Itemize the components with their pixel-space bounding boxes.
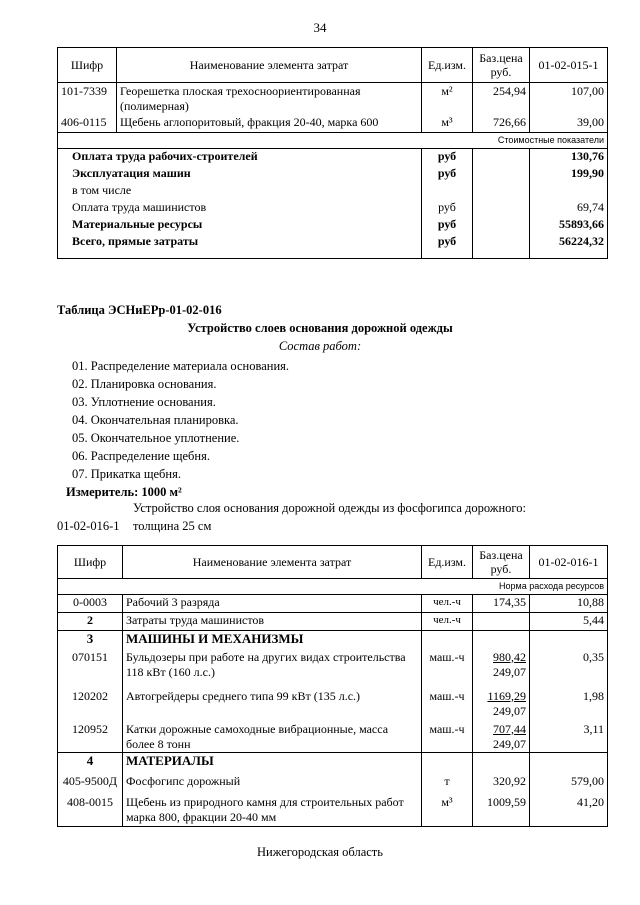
table-header-row [58,48,608,83]
summary-name: Всего, прямые затраты [58,234,422,259]
row-price-machinist: 249,07 [493,736,526,751]
summary-name: Эксплуатация машин [58,166,422,183]
row-price: 320,92 [473,771,530,793]
row-name: Бульдозеры при работе на других видах строительства 118 кВт (160 л.с.) [123,650,422,689]
row-unit: м³ [422,115,473,133]
code-line-code: 01-02-016-1 [57,519,120,533]
row-price: 980,42 [493,649,526,664]
row-unit: маш.-ч [422,650,473,689]
row-unit: чел.-ч [422,595,473,613]
summary-row [58,200,608,217]
table-row [58,613,608,631]
summary-unit: руб [422,217,473,234]
meter: Измеритель: 1000 м² [66,485,182,499]
row-code: 3 [58,631,123,650]
row-price-machinist: 249,07 [493,703,526,718]
row-unit: м³ [422,793,473,826]
row-unit: чел.-ч [422,613,473,631]
header-unit: Ед.изм. [422,546,473,579]
row-name: МАТЕРИАЛЫ [123,752,422,771]
row-code: 070151 [58,650,123,689]
summary-name: в том числе [58,183,422,200]
row-price-machinist: 249,07 [493,664,526,679]
works-title: Состав работ: [278,339,362,353]
row-code: 120952 [58,719,123,753]
row-code: 120202 [58,689,123,719]
summary-unit: руб [422,234,473,259]
row-name: Затраты труда машинистов [123,613,422,631]
summary-value: 56224,32 [530,234,608,259]
section-label: Стоимостные показатели [58,133,608,149]
row-unit: т [422,771,473,793]
header-code: Шифр [58,48,117,83]
row-norm: 5,44 [530,613,608,631]
header-price: Баз.цена руб. [473,546,530,579]
header-norm: 01-02-016-1 [530,546,608,579]
row-name: Георешетка плоская трехосноориентированная (полимерная) [117,83,422,115]
summary-name: Материальные ресурсы [58,217,422,234]
list-item: 03. Уплотнение основания. [72,395,216,409]
summary-value: 55893,66 [530,217,608,234]
row-code: 408-0015 [58,793,123,826]
table-row [58,793,608,826]
table-row [58,689,608,719]
row-code: 405-9500Д [58,771,123,793]
row-price: 254,94 [473,83,530,115]
header-code: Шифр [58,546,123,579]
list-item: 06. Распределение щебня. [72,449,210,463]
summary-value: 130,76 [530,149,608,166]
row-unit: м² [422,83,473,115]
row-code: 406-0115 [58,115,117,133]
table-row [58,595,608,613]
summary-row [58,166,608,183]
list-item: 05. Окончательное уплотнение. [72,431,240,445]
row-norm: 41,20 [530,793,608,826]
summary-value [530,183,608,200]
header-name: Наименование элемента затрат [117,48,422,83]
row-unit: маш.-ч [422,719,473,753]
row-name: Щебень аглопоритовый, фракция 20-40, марка 600 [117,115,422,133]
row-price [473,613,530,631]
summary-name: Оплата труда рабочих-строителей [58,149,422,166]
list-item: 07. Прикатка щебня. [72,467,181,481]
header-price: Баз.цена руб. [473,48,530,83]
section-label-row [58,579,608,595]
row-price: 1169,29 [487,688,526,703]
row-norm: 3,11 [530,719,608,753]
row-code: 0-0003 [58,595,123,613]
table-title: Таблица ЭСНиЕРр-01-02-016 [57,303,222,317]
row-name: Рабочий 3 разряда [123,595,422,613]
row-norm: 39,00 [530,115,608,133]
row-norm: 10,88 [530,595,608,613]
section-label-row [58,133,608,149]
summary-unit: руб [422,200,473,217]
summary-unit: руб [422,166,473,183]
table-row [58,771,608,793]
summary-value: 199,90 [530,166,608,183]
row-name: Щебень из природного камня для строительных работ марка 800, фракции 20-40 мм [123,793,422,826]
row-price-cell [473,650,530,689]
row-norm: 1,98 [530,689,608,719]
group-row [58,631,608,650]
row-norm: 107,00 [530,83,608,115]
row-price: 1009,59 [473,793,530,826]
table-row [58,115,608,133]
header-norm: 01-02-015-1 [530,48,608,83]
row-name: Автогрейдеры среднего типа 99 кВт (135 л.с.) [123,689,422,719]
row-name: Катки дорожные самоходные вибрационные, масса более 8 тонн [123,719,422,753]
summary-unit: руб [422,149,473,166]
table-header-row [58,546,608,579]
section-label: Норма расхода ресурсов [58,579,608,595]
row-code: 4 [58,752,123,771]
summary-row [58,149,608,166]
code-line-text: толщина 25 см [133,519,212,533]
row-unit: маш.-ч [422,689,473,719]
summary-unit [422,183,473,200]
summary-row [58,183,608,200]
row-code: 101-7339 [58,83,117,115]
summary-value: 69,74 [530,200,608,217]
summary-name: Оплата труда машинистов [58,200,422,217]
list-item: 02. Планировка основания. [72,377,217,391]
row-name: МАШИНЫ И МЕХАНИЗМЫ [123,631,422,650]
page-number: 34 [313,20,327,35]
summary-row [58,217,608,234]
row-price-cell [473,689,530,719]
row-price: 174,35 [473,595,530,613]
header-unit: Ед.изм. [422,48,473,83]
row-code: 2 [58,613,123,631]
row-name: Фосфогипс дорожный [123,771,422,793]
group-row [58,752,608,771]
row-price: 726,66 [473,115,530,133]
section-heading: Устройство слоев основания дорожной одежды [187,321,453,335]
row-norm: 0,35 [530,650,608,689]
resource-table-01-02-016 [57,545,608,827]
cost-table-01-02-015 [57,47,608,259]
table-row [58,719,608,753]
footer-region: Нижегородская область [257,845,383,859]
list-item: 04. Окончательная планировка. [72,413,239,427]
row-price: 707,44 [493,721,526,736]
table-row [58,650,608,689]
description: Устройство слоя основания дорожной одежды из фосфогипса дорожного: [133,501,526,515]
row-norm: 579,00 [530,771,608,793]
table-row [58,83,608,115]
header-name: Наименование элемента затрат [123,546,422,579]
row-price-cell [473,719,530,753]
works-list [72,357,289,483]
summary-row [58,234,608,259]
list-item: 01. Распределение материала основания. [72,359,290,373]
